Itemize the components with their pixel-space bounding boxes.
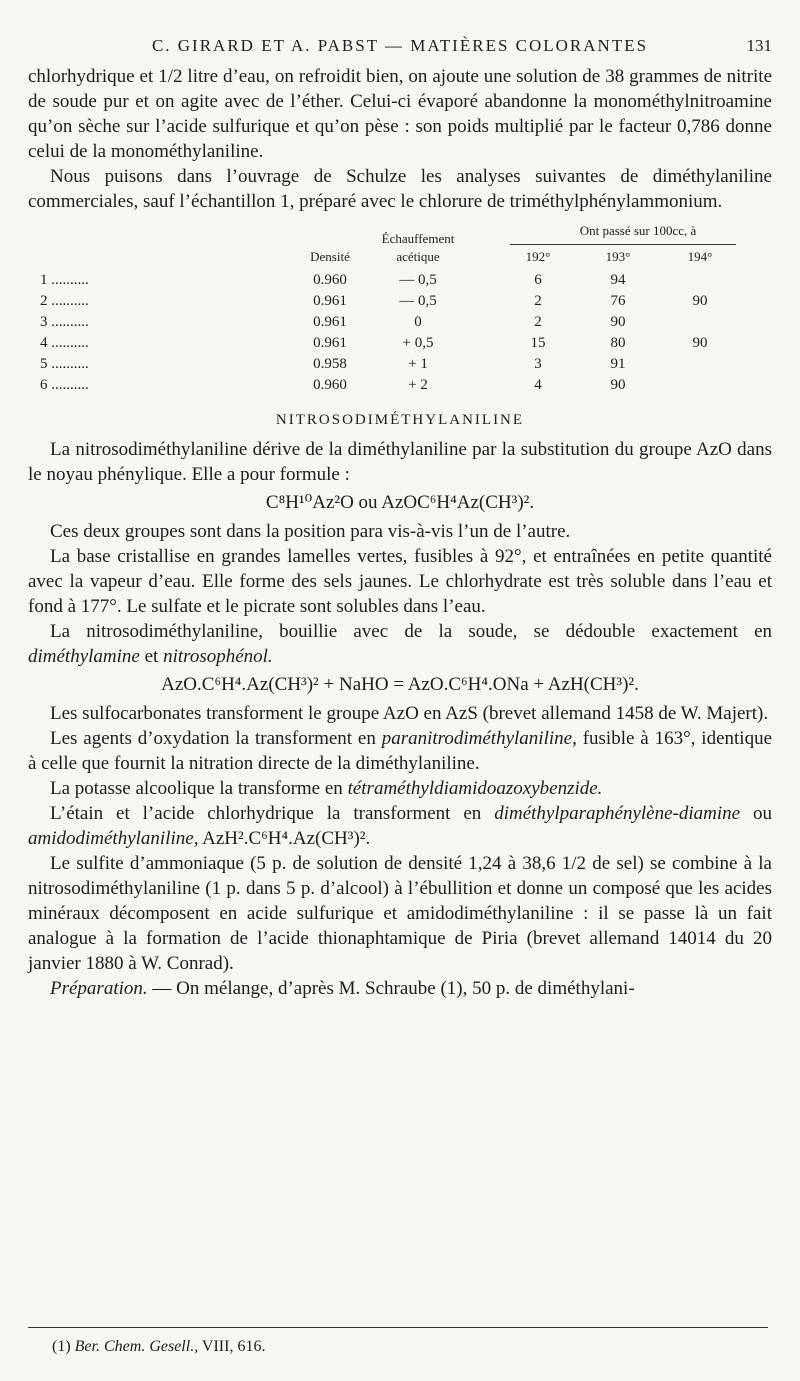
cell-194: 90 [692,293,708,309]
cell-heat: — 0,5 [399,293,437,309]
row-label: 3 .......... [40,314,89,330]
paragraph: La nitrosodiméthylaniline dérive de la diméthylaniline par la substitution du groupe AzO dans le noyau phénylique. Elle a pour formule : [28,439,772,485]
footnote: (1) Ber. Chem. Gesell., VIII, 616. [52,1338,266,1355]
term: paranitrodiméthylaniline, [381,728,577,749]
formula: C⁸H¹⁰Az²O ou AzOC⁶H⁴Az(CH³)². [265,492,535,513]
term: diméthylparaphénylène-diamine [494,803,741,824]
cell-density: 0.960 [313,377,347,393]
term: Préparation. [50,978,148,999]
paragraph: Préparation. — On mélange, d’après M. Schraube (1), 50 p. de diméthylani- [50,978,635,999]
header-group: Ont passé sur 100cc, à [579,223,697,238]
cell-192: 6 [534,272,542,288]
cell-192: 2 [534,314,542,330]
term: diméthylamine [28,646,140,667]
header-heating: Échauffement [381,231,455,246]
paragraph: La nitrosodiméthylaniline, bouillie avec de la soude, se dédouble exactement en diméthylamine et nitrosophénol. [28,621,772,667]
term: nitrosophénol. [163,646,273,667]
cell-density: 0.960 [313,272,347,288]
table-row [28,314,772,335]
cell-heat: + 2 [408,377,428,393]
cell-193: 90 [610,314,626,330]
page-number: 131 [746,36,772,55]
cell-193: 80 [610,335,626,351]
paragraph: La base cristallise en grandes lamelles vertes, fusibles à 92°, et entraînées en petite quantité avec la vapeur d’eau. Elle forme des sels jaunes. Le chlorhydrate est très soluble dans l’eau et fond à 177°. Le sulfate et le picrate sont solubles dans l’eau. [28,546,772,617]
paragraph: Les agents d’oxydation la transforment en paranitrodiméthylaniline, fusible à 163°, identique à celle que fournit la nitration directe de la diméthylaniline. [28,728,773,774]
paragraph: Ces deux groupes sont dans la position para vis-à-vis l’un de l’autre. [50,521,571,542]
page [28,36,772,1001]
cell-193: 94 [610,272,626,288]
row-label: 4 .......... [40,335,89,351]
table-row [28,293,772,314]
row-label: 2 .......... [40,293,89,309]
cell-193: 91 [610,356,626,372]
analysis-table [28,218,772,406]
term: tétraméthyldiamidoazoxybenzide. [347,778,603,799]
table-row [28,335,772,356]
cell-192: 4 [534,377,542,393]
section-title: NITROSODIMÉTHYLANILINE [275,412,525,428]
paragraph: chlorhydrique et 1/2 litre d’eau, on refroidit bien, on ajoute une solution de 38 grammes de nitrite de soude pur et on agite avec de l’éther. Celui-ci évaporé abandonne la monométhylnitroamine qu’on sèche sur l’acide sulfurique et qu’on pèse : son poids multiplié par le facteur 0,786 donne celui de la monométhylaniline. [28,66,772,162]
row-label: 5 .......... [40,356,89,372]
footnote-rule [28,1327,768,1328]
running-title: C. GIRARD ET A. PABST — MATIÈRES COLORANTES [151,36,649,55]
cell-heat: — 0,5 [399,272,437,288]
cell-192: 2 [534,293,542,309]
cell-heat: 0 [414,314,422,330]
table-row [28,377,772,398]
header-194: 194° [687,249,713,264]
paragraph: La potasse alcoolique la transforme en tétraméthyldiamidoazoxybenzide. [50,778,603,799]
cell-193: 90 [610,377,626,393]
cell-density: 0.961 [313,293,347,309]
cell-heat: + 1 [408,356,428,372]
header-density: Densité [310,249,350,264]
paragraph: Les sulfocarbonates transforment le groupe AzO en AzS (brevet allemand 1458 de W. Majert). [50,703,769,724]
cell-density: 0.958 [313,356,347,372]
header-brace [510,244,736,245]
header-acetic: acétique [396,249,440,264]
table-row [28,356,772,377]
running-head [28,36,772,64]
cell-density: 0.961 [313,314,347,330]
row-label: 6 .......... [40,377,89,393]
table-row [28,272,772,293]
header-193: 193° [605,249,631,264]
header-192: 192° [525,249,551,264]
cell-192: 15 [530,335,546,351]
term: amidodiméthylaniline, [28,828,199,849]
paragraph: Nous puisons dans l’ouvrage de Schulze les analyses suivantes de diméthylaniline commerciales, sauf l’échantillon 1, préparé avec le chlorure de triméthylphénylammonium. [28,166,772,212]
cell-193: 76 [610,293,626,309]
row-label: 1 .......... [40,272,89,288]
cell-density: 0.961 [313,335,347,351]
formula: AzO.C⁶H⁴.Az(CH³)² + NaHO = AzO.C⁶H⁴.ONa + AzH(CH³)². [161,674,639,695]
cell-194: 90 [692,335,708,351]
paragraph: L’étain et l’acide chlorhydrique la transforment en diméthylparaphénylène-diamine ou amidodiméthylaniline, AzH².C⁶H⁴.Az(CH³)². [28,803,773,849]
cell-heat: + 0,5 [402,335,434,351]
paragraph: Le sulfite d’ammoniaque (5 p. de solution de densité 1,24 à 38,6 1/2 de sel) se combine à la nitrosodiméthylaniline (1 p. dans 5 p. d’alcool) à l’ébullition et donne un composé que les acides minéraux décomposent en acide sulfurique et amidodiméthylaniline : il se passe là un fait analogue à la formation de l’acide thionaphtamique de Piria (brevet allemand 14014 du 20 janvier 1880 à W. Conrad). [28,853,772,974]
cell-192: 3 [534,356,542,372]
